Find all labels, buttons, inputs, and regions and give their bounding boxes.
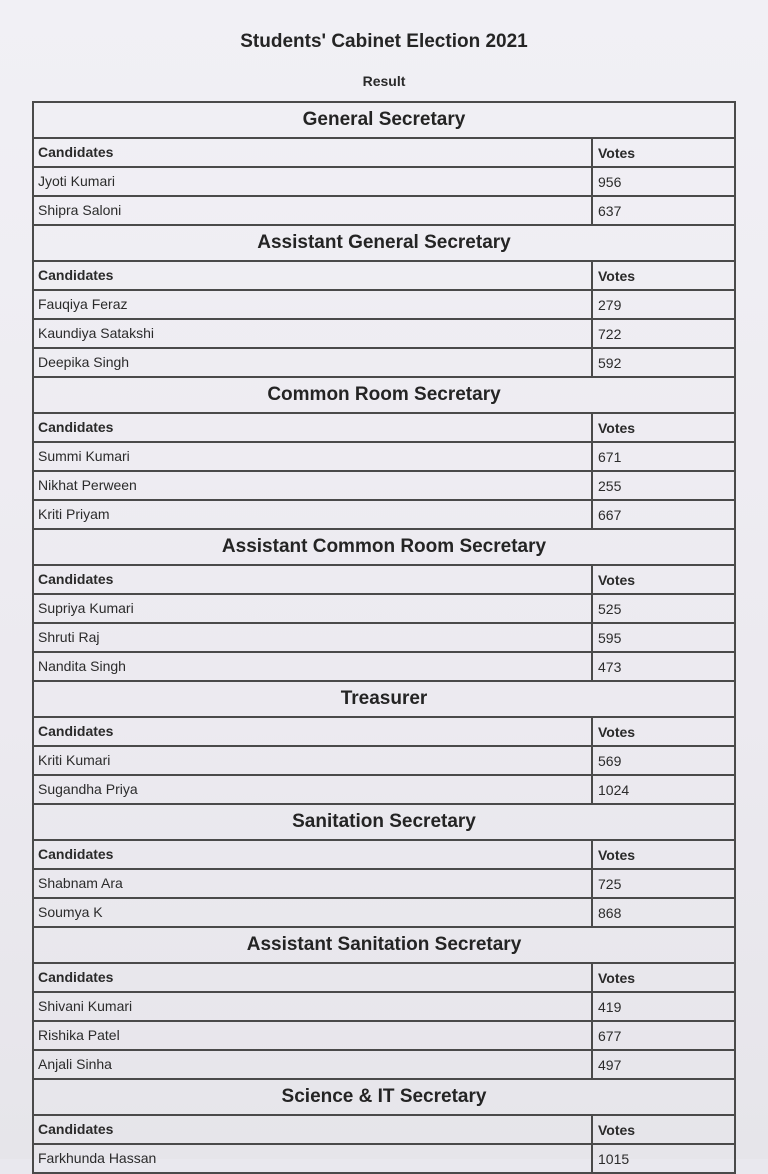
candidate-name: Nandita Singh: [34, 653, 593, 680]
candidates-column-header: Candidates: [34, 139, 593, 166]
table-row: [34, 747, 734, 776]
vote-count: 677: [598, 1028, 622, 1044]
vote-count: 956: [598, 174, 622, 190]
votes-column-header: Votes: [598, 970, 636, 986]
vote-count: 279: [598, 297, 622, 313]
table-row: [34, 595, 734, 624]
vote-count: 595: [598, 630, 622, 646]
candidate-name: Nikhat Perween: [34, 472, 593, 499]
candidate-name: Kriti Priyam: [34, 501, 593, 528]
document-title: Students' Cabinet Election 2021: [240, 31, 528, 52]
table-row: [34, 197, 734, 226]
candidates-column-header: Candidates: [34, 566, 593, 593]
section-heading: General Secretary: [34, 103, 734, 139]
candidates-column-header: Candidates: [34, 964, 593, 991]
table-row: [34, 776, 734, 805]
candidate-name: Supriya Kumari: [34, 595, 593, 622]
table-row: [34, 1022, 734, 1051]
section-heading: Treasurer: [34, 682, 734, 718]
candidate-name: Kaundiya Satakshi: [34, 320, 593, 347]
table-header-row: [34, 841, 734, 870]
results-table: [32, 101, 736, 1174]
candidate-name: Fauqiya Feraz: [34, 291, 593, 318]
votes-column-header: Votes: [598, 847, 636, 863]
table-header-row: [34, 964, 734, 993]
candidate-name: Anjali Sinha: [34, 1051, 593, 1078]
table-header-row: [34, 414, 734, 443]
section-heading: Assistant General Secretary: [34, 226, 734, 262]
vote-count: 1015: [598, 1151, 630, 1167]
vote-count: 497: [598, 1057, 622, 1073]
table-header-row: [34, 139, 734, 168]
section-heading: Sanitation Secretary: [34, 805, 734, 841]
vote-count: 868: [598, 905, 622, 921]
table-row: [34, 501, 734, 530]
table-row: [34, 624, 734, 653]
table-row: [34, 653, 734, 682]
candidate-name: Soumya K: [34, 899, 593, 926]
vote-count: 525: [598, 601, 622, 617]
section-heading: Assistant Sanitation Secretary: [34, 928, 734, 964]
table-row: [34, 472, 734, 501]
section-heading: Assistant Common Room Secretary: [34, 530, 734, 566]
candidates-column-header: Candidates: [34, 414, 593, 441]
vote-count: 722: [598, 326, 622, 342]
table-row: [34, 349, 734, 378]
vote-count: 592: [598, 355, 622, 371]
candidate-name: Shabnam Ara: [34, 870, 593, 897]
vote-count: 667: [598, 507, 622, 523]
votes-column-header: Votes: [598, 1122, 636, 1138]
table-header-row: [34, 262, 734, 291]
table-row: [34, 870, 734, 899]
table-row: [34, 1051, 734, 1080]
section-heading: Science & IT Secretary: [34, 1080, 734, 1116]
candidates-column-header: Candidates: [34, 262, 593, 289]
document-subtitle: Result: [362, 73, 406, 89]
candidate-name: Shivani Kumari: [34, 993, 593, 1020]
candidate-name: Jyoti Kumari: [34, 168, 593, 195]
table-row: [34, 291, 734, 320]
table-header-row: [34, 1116, 734, 1145]
vote-count: 569: [598, 753, 622, 769]
candidate-name: Shipra Saloni: [34, 197, 593, 224]
candidate-name: Kriti Kumari: [34, 747, 593, 774]
candidates-column-header: Candidates: [34, 841, 593, 868]
vote-count: 1024: [598, 782, 630, 798]
vote-count: 637: [598, 203, 622, 219]
table-row: [34, 443, 734, 472]
candidates-column-header: Candidates: [34, 718, 593, 745]
table-row: [34, 993, 734, 1022]
candidates-column-header: Candidates: [34, 1116, 593, 1143]
vote-count: 419: [598, 999, 622, 1015]
candidate-name: Deepika Singh: [34, 349, 593, 376]
votes-column-header: Votes: [598, 145, 636, 161]
table-row: [34, 168, 734, 197]
table-header-row: [34, 718, 734, 747]
candidate-name: Rishika Patel: [34, 1022, 593, 1049]
table-header-row: [34, 566, 734, 595]
candidate-name: Farkhunda Hassan: [34, 1145, 593, 1172]
vote-count: 473: [598, 659, 622, 675]
table-row: [34, 320, 734, 349]
vote-count: 671: [598, 449, 622, 465]
candidate-name: Shruti Raj: [34, 624, 593, 651]
table-row: [34, 899, 734, 928]
votes-column-header: Votes: [598, 268, 636, 284]
votes-column-header: Votes: [598, 420, 636, 436]
section-heading: Common Room Secretary: [34, 378, 734, 414]
vote-count: 255: [598, 478, 622, 494]
votes-column-header: Votes: [598, 572, 636, 588]
candidate-name: Sugandha Priya: [34, 776, 593, 803]
votes-column-header: Votes: [598, 724, 636, 740]
vote-count: 725: [598, 876, 622, 892]
candidate-name: Summi Kumari: [34, 443, 593, 470]
